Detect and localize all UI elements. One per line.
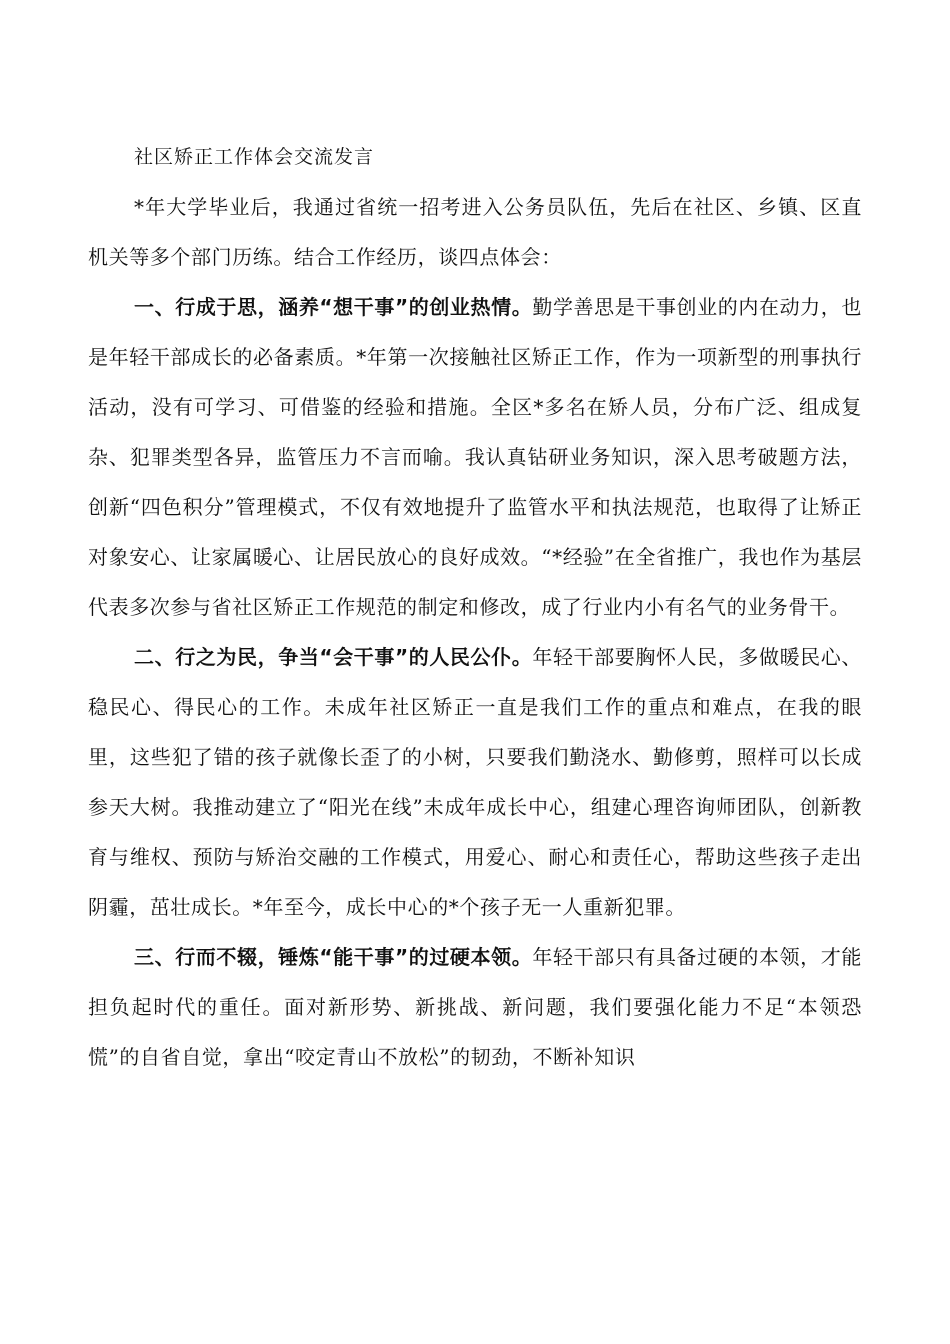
section-one-text: 勤学善思是干事创业的内在动力，也是年轻干部成长的必备素质。*年第一次接触社区矫正工作，作为一项新型的刑事执行活动，没有可学习、可借鉴的经验和措施。全区*多名在矫人员，分布广泛、组成复杂、犯罪类型各异，监管压力不言而喻。我认真钻研业务知识，深入思考破题方法，创新“四色积分”管理模式，不仅有效地提升了监管水平和执法规范，也取得了让矫正对象安心、让家属暖心、让居民放心的良好成效。“*经验”在全省推广，我也作为基层代表多次参与省社区矫正工作规范的制定和修改，成了行业内小有名气的业务骨干。 <box>88 295 862 619</box>
section-two-heading: 二、行之为民，争当“会干事”的人民公仆。 <box>134 645 533 669</box>
section-three-heading: 三、行而不辍，锤炼“能干事”的过硬本领。 <box>134 945 533 969</box>
section-one-paragraph <box>88 282 862 632</box>
document-page <box>88 132 862 1082</box>
section-two-text: 年轻干部要胸怀人民，多做暖民心、稳民心、得民心的工作。未成年社区矫正一直是我们工作的重点和难点，在我的眼里，这些犯了错的孩子就像长歪了的小树，只要我们勤浇水、勤修剪，照样可以长成参天大树。我推动建立了“阳光在线”未成年成长中心，组建心理咨询师团队，创新教育与维权、预防与矫治交融的工作模式，用爱心、耐心和责任心，帮助这些孩子走出阴霾，茁壮成长。*年至今，成长中心的*个孩子无一人重新犯罪。 <box>88 645 862 919</box>
intro-paragraph <box>88 182 862 282</box>
document-title: 社区矫正工作体会交流发言 <box>134 146 375 168</box>
section-two-paragraph <box>88 632 862 932</box>
section-three-paragraph <box>88 932 862 1082</box>
section-three-text: 年轻干部只有具备过硬的本领，才能担负起时代的重任。面对新形势、新挑战、新问题，我们要强化能力不足“本领恐慌”的自省自觉，拿出“咬定青山不放松”的韧劲，不断补知识 <box>88 945 862 1069</box>
paragraph-text: *年大学毕业后，我通过省统一招考进入公务员队伍，先后在社区、乡镇、区直机关等多个部门历练。结合工作经历，谈四点体会： <box>88 195 862 269</box>
section-one-heading: 一、行成于思，涵养“想干事”的创业热情。 <box>134 295 533 319</box>
